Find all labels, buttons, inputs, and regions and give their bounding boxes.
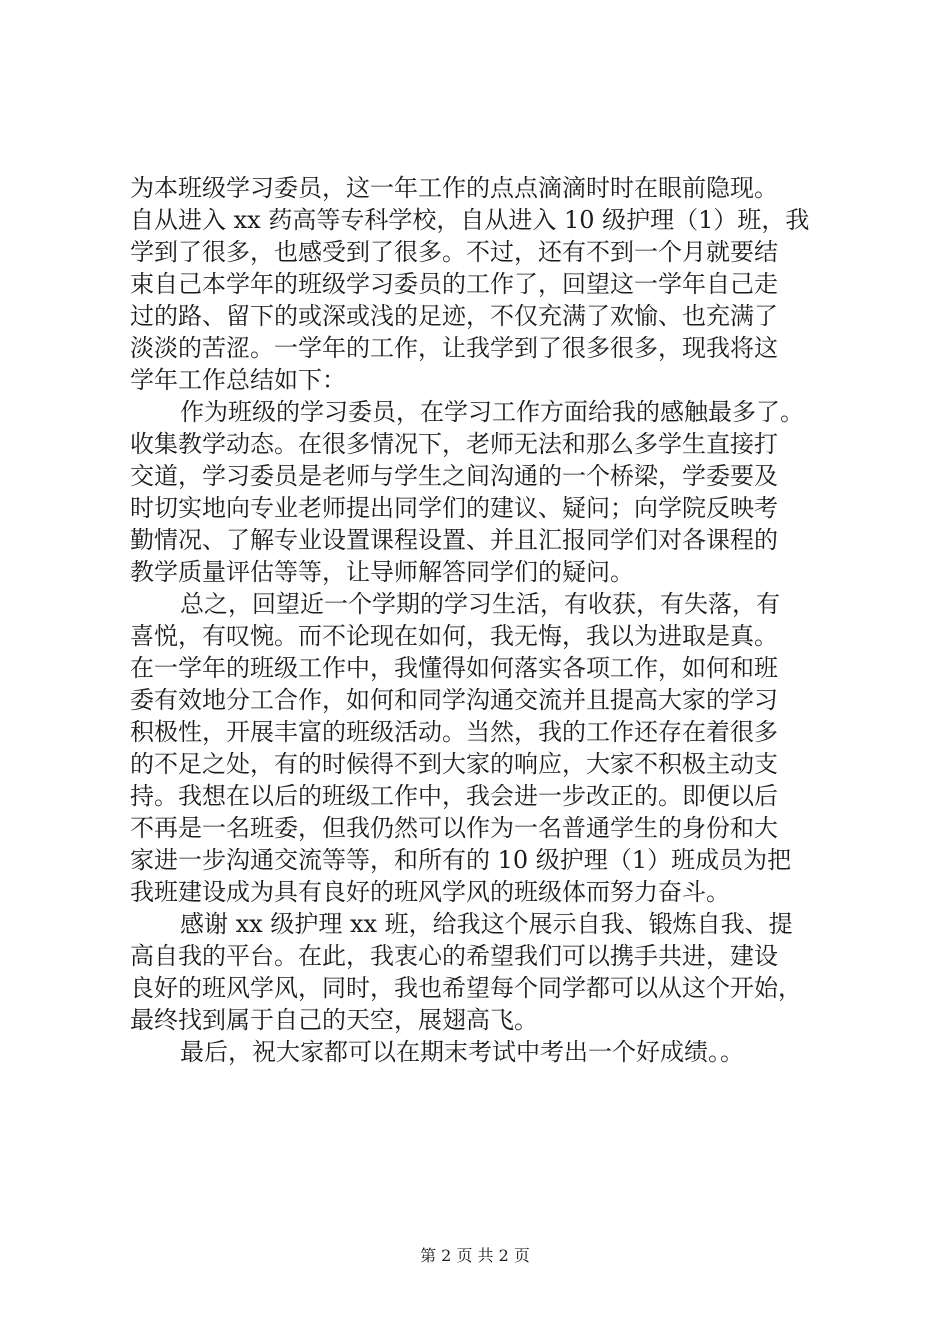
text-line: 良好的班风学风，同时，我也希望每个同学都可以从这个开始， <box>130 974 802 1002</box>
text-line: 教学质量评估等等，让导师解答同学们的疑问。 <box>130 558 634 586</box>
text-line: 喜悦，有叹惋。而不论现在如何，我无悔，我以为进取是真。 <box>130 622 778 650</box>
text-line: 交道，学习委员是老师与学生之间沟通的一个桥梁，学委要及 <box>130 462 778 490</box>
text-line: 过的路、留下的或深或浅的足迹，不仅充满了欢愉、也充满了 <box>130 302 778 330</box>
paragraph-start-line: 作为班级的学习委员，在学习工作方面给我的感触最多了。 <box>180 398 804 426</box>
text-line: 我班建设成为具有良好的班风学风的班级体而努力奋斗。 <box>130 878 730 906</box>
text-line: 家进一步沟通交流等等，和所有的 10 级护理（1）班成员为把 <box>130 846 792 874</box>
text-line: 的不足之处，有的时候得不到大家的响应，大家不积极主动支 <box>130 750 778 778</box>
text-line: 持。我想在以后的班级工作中，我会进一步改正的。即便以后 <box>130 782 778 810</box>
text-line: 最终找到属于自己的天空，展翅高飞。 <box>130 1006 538 1034</box>
text-line: 学年工作总结如下： <box>130 366 346 394</box>
text-line: 收集教学动态。在很多情况下，老师无法和那么多学生直接打 <box>130 430 778 458</box>
text-line: 自从进入 xx 药高等专科学校，自从进入 10 级护理（1）班，我 <box>130 206 810 234</box>
text-line: 束自己本学年的班级学习委员的工作了，回望这一学年自己走 <box>130 270 778 298</box>
text-line: 积极性，开展丰富的班级活动。当然，我的工作还存在着很多 <box>130 718 778 746</box>
text-line: 在一学年的班级工作中，我懂得如何落实各项工作，如何和班 <box>130 654 778 682</box>
text-line: 委有效地分工合作，如何和同学沟通交流并且提高大家的学习 <box>130 686 778 714</box>
paragraph-start-line: 感谢 xx 级护理 xx 班，给我这个展示自我、锻炼自我、提 <box>180 910 793 938</box>
text-line: 淡淡的苦涩。一学年的工作，让我学到了很多很多，现我将这 <box>130 334 778 362</box>
text-line: 为本班级学习委员，这一年工作的点点滴滴时时在眼前隐现。 <box>130 174 778 202</box>
text-line: 时切实地向专业老师提出同学们的建议、疑问；向学院反映考 <box>130 494 778 522</box>
text-line: 不再是一名班委，但我仍然可以作为一名普通学生的身份和大 <box>130 814 778 842</box>
text-line: 学到了很多，也感受到了很多。不过，还有不到一个月就要结 <box>130 238 778 266</box>
page-number-footer: 第 2 页 共 2 页 <box>420 1246 530 1265</box>
text-line: 高自我的平台。在此，我衷心的希望我们可以携手共进，建设 <box>130 942 778 970</box>
paragraph-start-line: 总之，回望近一个学期的学习生活，有收获，有失落，有 <box>180 590 780 618</box>
document-body <box>130 172 830 1068</box>
text-line: 勤情况、了解专业设置课程设置、并且汇报同学们对各课程的 <box>130 526 778 554</box>
paragraph-start-line: 最后，祝大家都可以在期末考试中考出一个好成绩。。 <box>180 1038 744 1066</box>
